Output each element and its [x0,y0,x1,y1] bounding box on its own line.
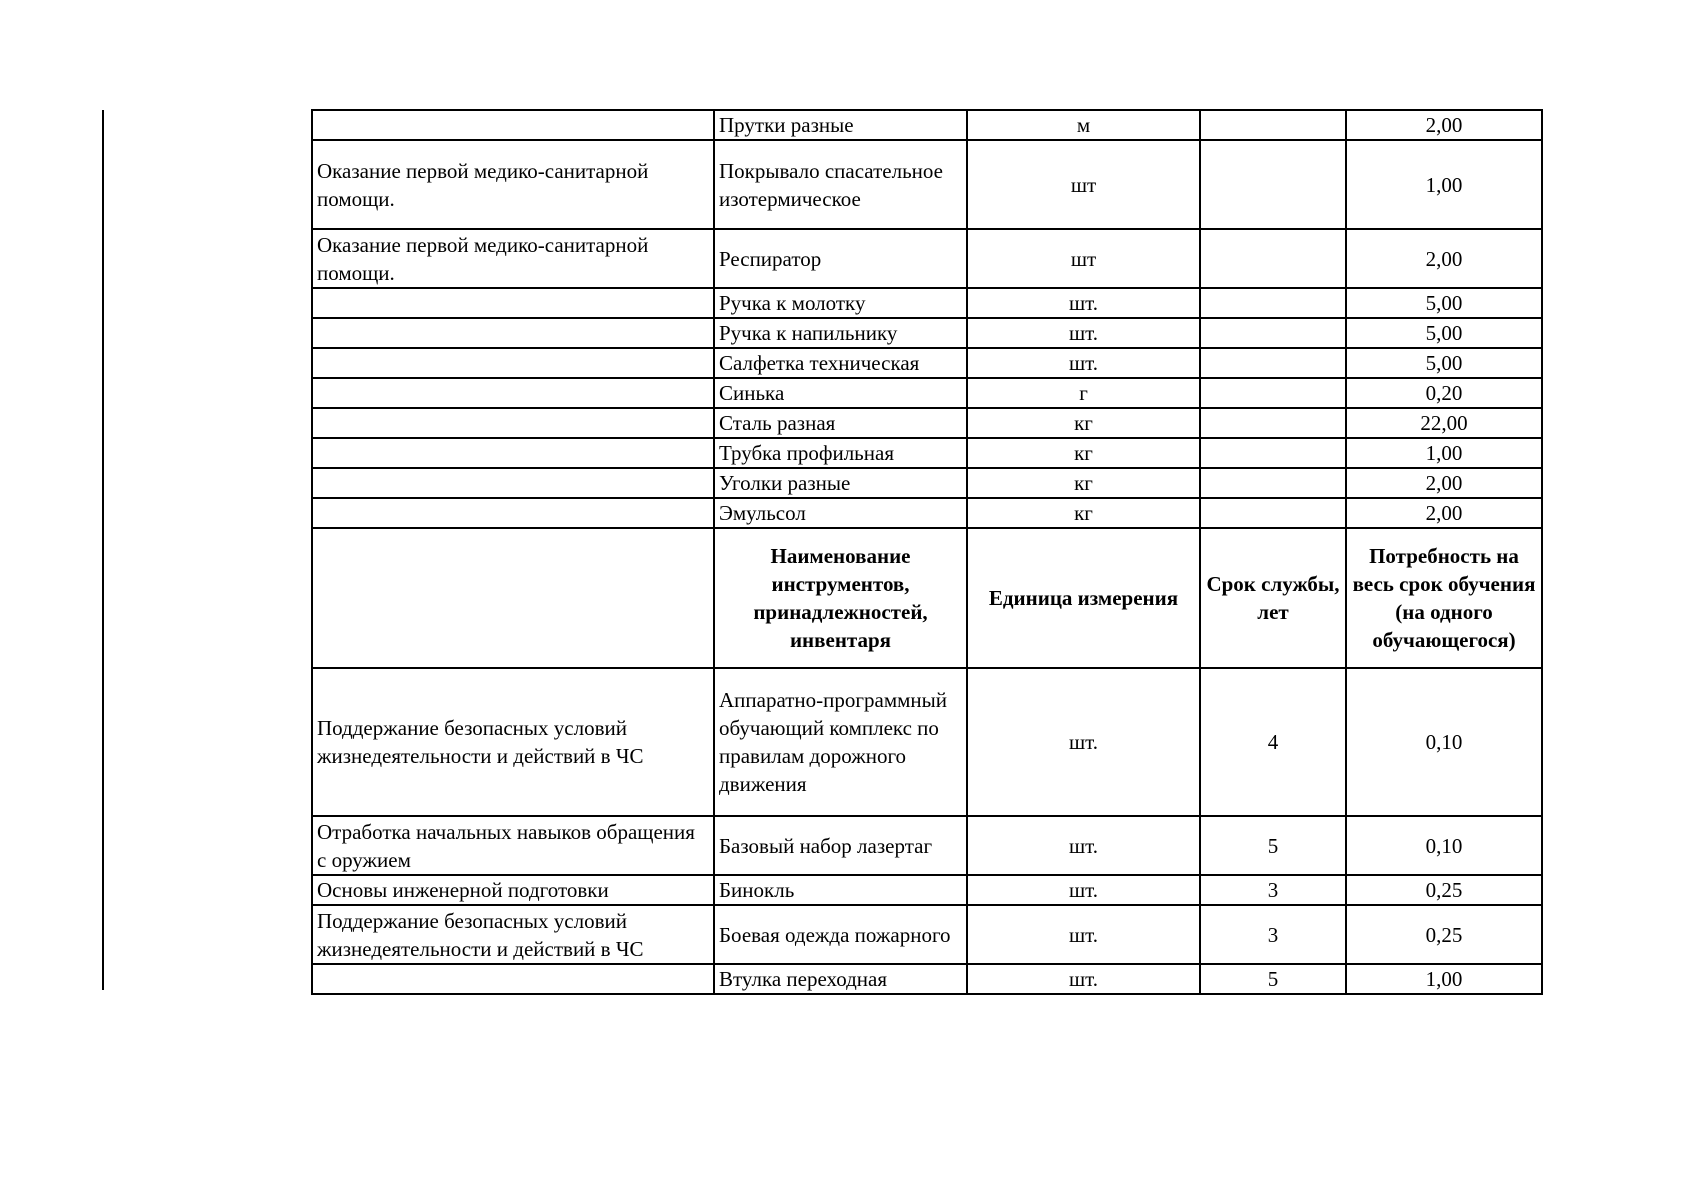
topic-cell: Поддержание безопасных условий жизнедеятельности и действий в ЧС [312,905,714,964]
life-cell [1200,348,1346,378]
topic-cell: Поддержание безопасных условий жизнедеятельности и действий в ЧС [312,668,714,816]
table-row [312,229,1542,288]
table-row [312,438,1542,468]
name-cell: Уголки разные [714,468,967,498]
qty-cell: 2,00 [1346,468,1542,498]
name-cell: Втулка переходная [714,964,967,994]
name-cell: Трубка профильная [714,438,967,468]
unit-cell: шт. [967,348,1200,378]
qty-cell: 1,00 [1346,438,1542,468]
life-cell: 3 [1200,905,1346,964]
unit-cell: г [967,378,1200,408]
life-cell [1200,378,1346,408]
table-row [312,668,1542,816]
name-cell: Салфетка техническая [714,348,967,378]
life-cell: 3 [1200,875,1346,905]
life-cell [1200,498,1346,528]
name-cell: Прутки разные [714,110,967,140]
topic-cell: Оказание первой медико-санитарной помощи. [312,140,714,229]
qty-cell: 1,00 [1346,964,1542,994]
name-cell: Боевая одежда пожарного [714,905,967,964]
qty-cell: 5,00 [1346,318,1542,348]
qty-cell: 5,00 [1346,348,1542,378]
topic-cell [312,964,714,994]
unit-cell: шт. [967,668,1200,816]
life-cell [1200,468,1346,498]
qty-cell: 5,00 [1346,288,1542,318]
name-cell: Сталь разная [714,408,967,438]
header-unit: Единица измерения [967,528,1200,668]
name-cell: Покрывало спасательное изотермическое [714,140,967,229]
qty-cell: 0,10 [1346,668,1542,816]
topic-cell [312,498,714,528]
header-need: Потребность на весь срок обучения (на одного обучающегося) [1346,528,1542,668]
table-row [312,816,1542,875]
life-cell [1200,438,1346,468]
name-cell: Эмульсол [714,498,967,528]
unit-cell: м [967,110,1200,140]
table-row [312,378,1542,408]
topic-cell: Основы инженерной подготовки [312,875,714,905]
qty-cell: 2,00 [1346,229,1542,288]
unit-cell: кг [967,498,1200,528]
topic-cell: Отработка начальных навыков обращения с оружием [312,816,714,875]
topic-cell [312,378,714,408]
unit-cell: шт. [967,875,1200,905]
name-cell: Респиратор [714,229,967,288]
table-row [312,468,1542,498]
table-row [312,288,1542,318]
materials-table [311,109,1543,995]
qty-cell: 0,25 [1346,905,1542,964]
topic-cell [312,408,714,438]
topic-cell [312,110,714,140]
unit-cell: кг [967,408,1200,438]
left-margin-line [102,110,104,990]
life-cell [1200,229,1346,288]
name-cell: Синька [714,378,967,408]
name-cell: Бинокль [714,875,967,905]
header-life: Срок службы, лет [1200,528,1346,668]
table-row [312,140,1542,229]
unit-cell: кг [967,468,1200,498]
life-cell [1200,318,1346,348]
topic-cell [312,288,714,318]
unit-cell: шт. [967,288,1200,318]
table-row [312,408,1542,438]
qty-cell: 2,00 [1346,110,1542,140]
unit-cell: шт. [967,964,1200,994]
qty-cell: 1,00 [1346,140,1542,229]
topic-cell [312,438,714,468]
name-cell: Базовый набор лазертаг [714,816,967,875]
topic-cell [312,348,714,378]
table-row [312,964,1542,994]
topic-cell [312,318,714,348]
table-row [312,875,1542,905]
unit-cell: шт [967,140,1200,229]
name-cell: Ручка к молотку [714,288,967,318]
unit-cell: кг [967,438,1200,468]
life-cell: 4 [1200,668,1346,816]
table-row [312,110,1542,140]
qty-cell: 2,00 [1346,498,1542,528]
header-name: Наименование инструментов, принадлежностей, инвентаря [714,528,967,668]
table-header-row [312,528,1542,668]
unit-cell: шт. [967,816,1200,875]
qty-cell: 0,10 [1346,816,1542,875]
unit-cell: шт [967,229,1200,288]
life-cell [1200,408,1346,438]
unit-cell: шт. [967,318,1200,348]
header-empty-cell [312,528,714,668]
topic-cell [312,468,714,498]
life-cell [1200,288,1346,318]
table-row [312,348,1542,378]
life-cell [1200,140,1346,229]
name-cell: Аппаратно-программный обучающий комплекс по правилам дорожного движения [714,668,967,816]
table-row [312,318,1542,348]
table-row [312,498,1542,528]
qty-cell: 0,25 [1346,875,1542,905]
life-cell [1200,110,1346,140]
unit-cell: шт. [967,905,1200,964]
topic-cell: Оказание первой медико-санитарной помощи. [312,229,714,288]
name-cell: Ручка к напильнику [714,318,967,348]
life-cell: 5 [1200,964,1346,994]
qty-cell: 0,20 [1346,378,1542,408]
qty-cell: 22,00 [1346,408,1542,438]
table-row [312,905,1542,964]
life-cell: 5 [1200,816,1346,875]
